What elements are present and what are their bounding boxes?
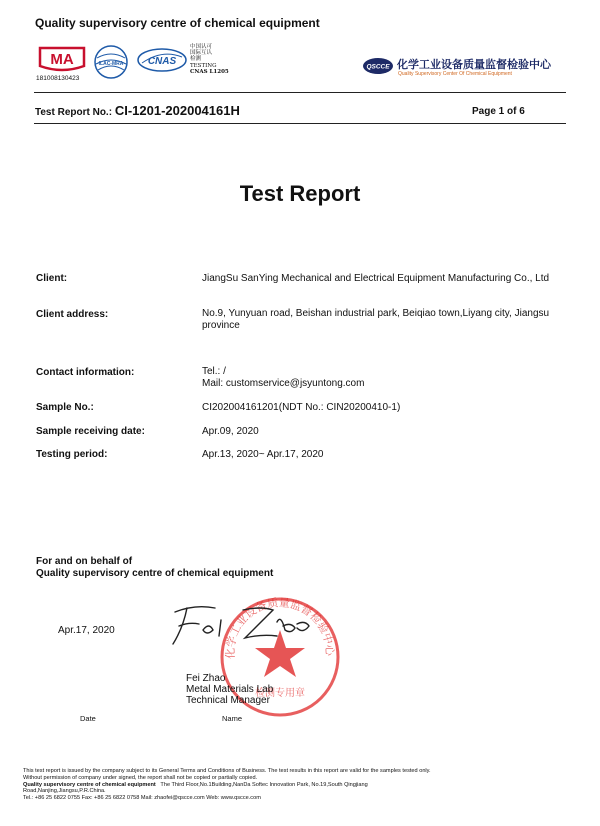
footer-address2: Road,Nanjing,Jiangsu,P.R.China. <box>23 788 106 795</box>
ilac-logo-text: ILAC-MRA <box>98 61 124 67</box>
receiving-date-label: Sample receiving date: <box>36 426 145 437</box>
on-behalf-block <box>36 556 273 580</box>
qscce-logo <box>362 57 394 75</box>
cnas-text-line: 国际互认 <box>190 50 213 57</box>
report-number <box>35 103 240 118</box>
footer-terms: This test report is issued by the company subject to its General Terms and Conditions of Business. The test results in this report are valid for the samples tested only. <box>23 768 431 774</box>
report-divider <box>34 123 566 124</box>
header-title: Quality supervisory centre of chemical equipment <box>35 16 320 30</box>
footer <box>23 768 583 802</box>
cma-logo-text: MA <box>50 51 74 68</box>
behalf-org: Quality supervisory centre of chemical equipment <box>36 568 274 579</box>
address-label: Client address: <box>36 309 109 320</box>
contact-mail: Mail: customservice@jsyuntong.com <box>202 378 365 389</box>
sample-no-value: CI202004161201(NDT No.: CIN20200410-1) <box>202 402 401 413</box>
page-title: Test Report <box>239 181 361 206</box>
address-value: No.9, Yunyuan road, Beishan industrial park, Beiqiao town,Liyang city, Jiangsu province <box>202 308 550 331</box>
qscce-chinese-name: 化学工业设备质量监督检验中心 <box>397 58 551 71</box>
testing-period-label: Testing period: <box>36 449 108 460</box>
page-number: Page 1 of 6 <box>472 106 525 117</box>
cnas-logo-text: CNAS <box>147 56 177 67</box>
report-number-value: CI-1201-202004161H <box>114 103 240 118</box>
cnas-text-line: CNAS L1205 <box>190 68 229 75</box>
svg-text:检测专用章: 检测专用章 <box>255 688 305 699</box>
ilac-mra-logo <box>93 44 129 80</box>
handwritten-signature <box>165 600 315 650</box>
cnas-text-line: 检测 <box>190 56 202 63</box>
cnas-text-line: TESTING <box>190 62 217 69</box>
report-number-label: Test Report No.: <box>35 107 113 118</box>
signature-date: Apr.17, 2020 <box>58 625 115 636</box>
receiving-date-value: Apr.09, 2020 <box>202 426 259 437</box>
signatory-block <box>186 673 273 706</box>
footer-address: The Third Floor,No.1Building,NanDa Softec Innovation Park, No.19,South Qingjiang <box>160 781 368 788</box>
svg-text:化学工业设备质量监督检验中心: 化学工业设备质量监督检验中心 <box>223 596 337 659</box>
name-caption: Name <box>222 714 243 723</box>
qscce-logo-text: QSCCE <box>366 63 390 71</box>
client-value: JiangSu SanYing Mechanical and Electrical Equipment Manufacturing Co., Ltd <box>202 273 550 284</box>
cma-number: 181008130423 <box>36 75 80 82</box>
testing-period-value: Apr.13, 2020~ Apr.17, 2020 <box>202 449 324 460</box>
client-label: Client: <box>36 273 68 284</box>
cnas-logo <box>136 47 188 73</box>
header-divider <box>34 92 566 93</box>
footer-org: Quality supervisory centre of chemical equipment <box>23 781 156 788</box>
contact-label: Contact information: <box>36 367 135 378</box>
cnas-text-line: 中国认可 <box>190 44 213 50</box>
signatory-name: Fei Zhao <box>186 673 226 684</box>
qscce-english-name: Quality Supervisory Center Of Chemical Equipment <box>398 71 512 77</box>
footer-address-line <box>23 782 583 789</box>
date-caption: Date <box>80 714 96 723</box>
cma-logo <box>36 44 88 74</box>
behalf-line: For and on behalf of <box>36 556 133 567</box>
footer-copy-notice: Without permission of company under signed, the report shall not be copied or partially copied. <box>23 774 258 781</box>
contact-tel: Tel.: / <box>202 366 226 377</box>
signatory-lab: Metal Materials Lab <box>186 684 274 695</box>
sample-no-label: Sample No.: <box>36 402 94 413</box>
signatory-role: Technical Manager <box>186 695 270 706</box>
footer-contact: Tel.: +86 25 6822 0755 Fax: +86 25 6822 0758 Mail: zhaofei@qscce.com Web: www.qscce.com <box>23 795 261 802</box>
cnas-text <box>190 44 229 75</box>
